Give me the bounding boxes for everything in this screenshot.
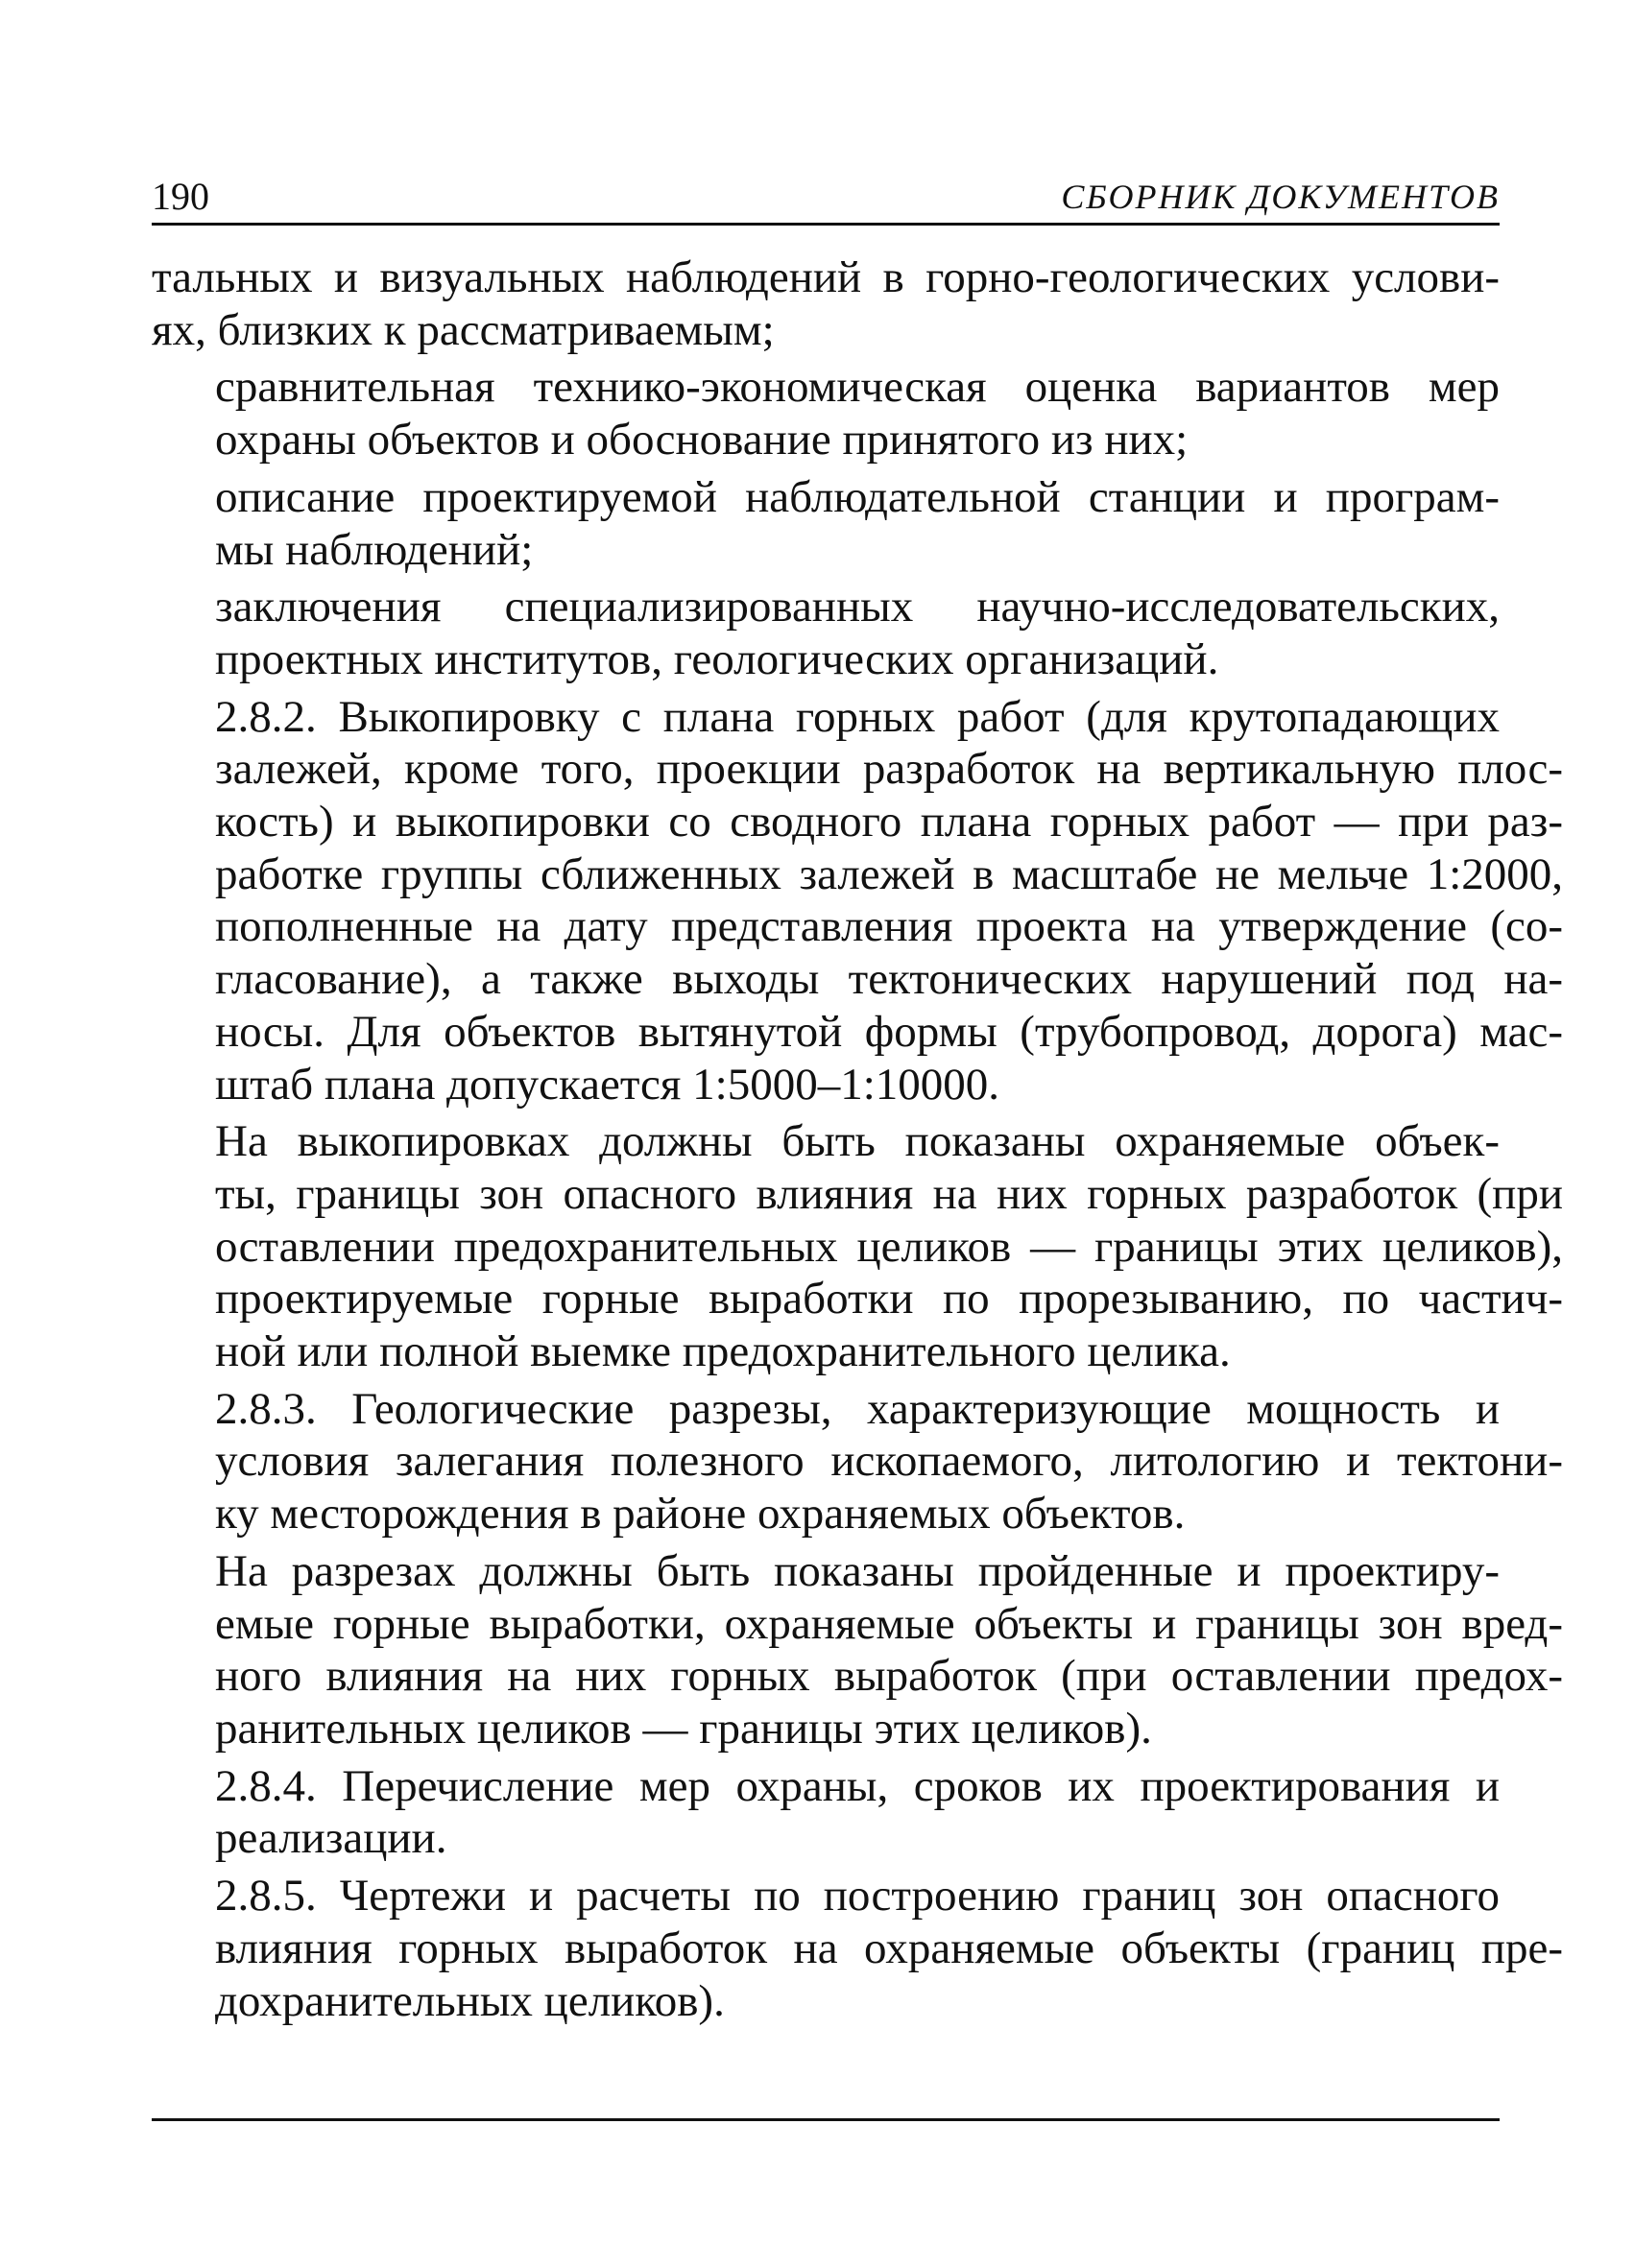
text-line: мы наблюдений; [215,524,534,575]
paragraph-extracts [152,1115,1563,1378]
text-line: залежей, кроме того, проекции разработок на вертикальную плос- [215,744,1563,795]
text-line: 2.8.5. Чертежи и расчеты по построению границ зон опасного [215,1871,1500,1922]
text-line: пополненные на дату представления проекта на утверждение (со- [215,901,1563,952]
text-line: емые горные выработки, охраняемые объекты и границы зон вред- [215,1598,1563,1649]
text-line: ной или полной выемке предохранительного целика. [215,1326,1231,1377]
text-line: ты, границы зон опасного влияния на них горных разработок (при [215,1168,1563,1219]
text-line: проектных институтов, геологических организаций. [215,633,1219,684]
text-line: охраны объектов и обоснование принятого из них; [215,415,1189,466]
paragraph-station-description [152,471,1500,576]
text-line: 2.8.2. Выкопировку с плана горных работ (для крутопадающих [215,691,1500,742]
paragraph-conclusions [152,581,1500,685]
page-header [152,171,1500,226]
paragraph-continuation [152,251,1500,356]
text-line: заключения специализированных научно-исследовательских, [215,582,1500,633]
paragraph-sections [152,1545,1563,1755]
text-line: 2.8.3. Геологические разрезы, характеризующие мощность и [215,1383,1500,1434]
paragraph-comparative-assessment [152,361,1500,466]
text-line: На разрезах должны быть показаны пройденные и проектиру- [215,1545,1500,1596]
page-number: 190 [152,175,209,218]
text-line: сравнительная технико-экономическая оценка вариантов мер [215,362,1500,413]
text-line: влияния горных выработок на охраняемые объекты (границ пре- [215,1922,1563,1973]
text-line: реализации. [215,1813,447,1864]
paragraph-2-8-5 [152,1870,1563,2027]
paragraph-2-8-3 [152,1383,1563,1540]
text-line: проектируемые горные выработки по прорезыванию, по частич- [215,1274,1563,1325]
text-line: ного влияния на них горных выработок (при оставлении предох- [215,1651,1563,1702]
text-line: гласование), а также выходы тектонических нарушений под на- [215,954,1563,1005]
paragraph-2-8-4 [152,1760,1500,1865]
text-line: 2.8.4. Перечисление мер охраны, сроков их проектирования и [215,1760,1500,1811]
footer-rule [152,2118,1500,2121]
text-line: носы. Для объектов вытянутой формы (трубопровод, дорога) мас- [215,1006,1563,1057]
text-line: На выкопировках должны быть показаны охраняемые объек- [215,1116,1500,1167]
text-line: штаб плана допускается 1:5000–1:10000. [215,1059,1000,1110]
text-line: описание проектируемой наблюдательной станции и програм- [215,471,1500,522]
text-line: ранительных целиков — границы этих целиков). [215,1703,1152,1754]
text-line: ях, близких к рассматриваемым; [152,304,775,355]
paragraph-2-8-2 [152,691,1563,1111]
body-text [152,251,1563,2032]
text-line: оставлении предохранительных целиков — границы этих целиков), [215,1221,1563,1272]
text-line: кость) и выкопировки со сводного плана горных работ — при раз- [215,797,1563,848]
text-line: условия залегания полезного ископаемого, литологию и тектони- [215,1436,1563,1487]
running-title: СБОРНИК ДОКУМЕНТОВ [1061,178,1500,216]
text-line: дохранительных целиков). [215,1975,725,2026]
text-line: ку месторождения в районе охраняемых объектов. [215,1489,1186,1540]
text-line: тальных и визуальных наблюдений в горно-геологических услови- [152,252,1500,302]
text-line: работке группы сближенных залежей в масштабе не мельче 1:2000, [215,848,1563,899]
